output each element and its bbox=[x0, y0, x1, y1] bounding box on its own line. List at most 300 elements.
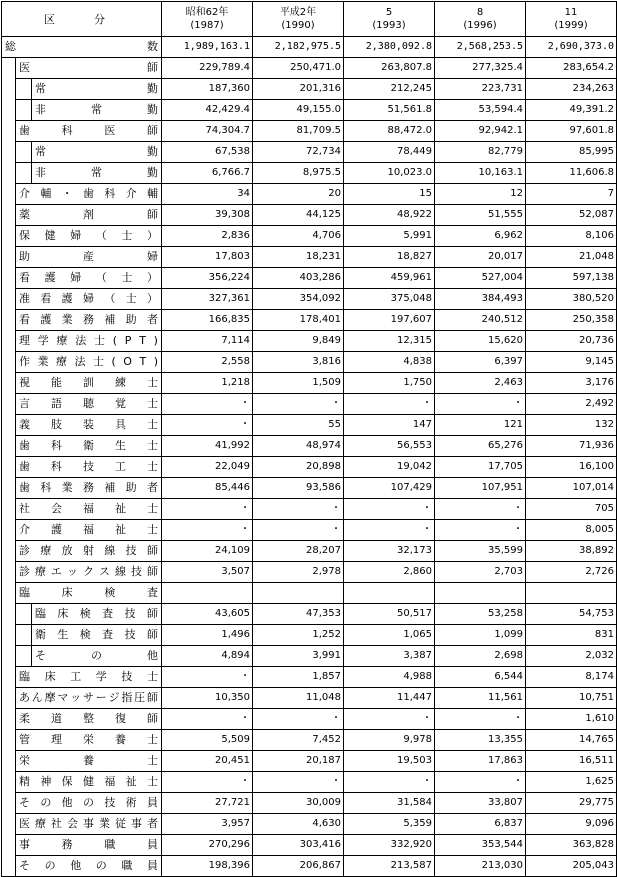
value-cell: 7 bbox=[526, 184, 617, 205]
indent-cell bbox=[2, 814, 16, 835]
indent-cell bbox=[2, 184, 16, 205]
value-cell: 93,586 bbox=[253, 478, 344, 499]
table-row bbox=[2, 58, 617, 79]
value-cell: 303,416 bbox=[253, 835, 344, 856]
value-cell: 6,544 bbox=[435, 667, 526, 688]
value-cell: 20,898 bbox=[253, 457, 344, 478]
row-label bbox=[16, 793, 162, 814]
table-row bbox=[2, 772, 617, 793]
value-cell: 67,538 bbox=[162, 142, 253, 163]
value-cell: 3,176 bbox=[526, 373, 617, 394]
table-row bbox=[2, 373, 617, 394]
table-row bbox=[2, 730, 617, 751]
value-cell: 54,753 bbox=[526, 604, 617, 625]
year-era-label: 5 bbox=[385, 7, 393, 18]
row-label bbox=[32, 79, 162, 100]
table-row bbox=[2, 268, 617, 289]
indent-cell bbox=[2, 352, 16, 373]
value-cell: 3,957 bbox=[162, 814, 253, 835]
table-row bbox=[2, 163, 617, 184]
category-header-label: 区 分 bbox=[44, 12, 119, 26]
value-cell: 34 bbox=[162, 184, 253, 205]
table-row bbox=[2, 562, 617, 583]
table-row bbox=[2, 436, 617, 457]
value-cell: 1,252 bbox=[253, 625, 344, 646]
value-cell: 18,231 bbox=[253, 247, 344, 268]
table-row bbox=[2, 247, 617, 268]
value-cell: 327,361 bbox=[162, 289, 253, 310]
category-header bbox=[2, 2, 162, 37]
value-cell bbox=[162, 583, 253, 604]
row-label-text: そ の 他 の 職 員 bbox=[19, 859, 158, 872]
row-label bbox=[16, 415, 162, 436]
value-cell: 20,736 bbox=[526, 331, 617, 352]
value-cell: ・ bbox=[162, 709, 253, 730]
value-cell: 4,838 bbox=[344, 352, 435, 373]
subindent-cell bbox=[16, 625, 32, 646]
value-cell: 14,765 bbox=[526, 730, 617, 751]
row-label bbox=[16, 709, 162, 730]
value-cell: 1,989,163.1 bbox=[162, 37, 253, 58]
value-cell: 72,734 bbox=[253, 142, 344, 163]
table-row bbox=[2, 520, 617, 541]
indent-cell bbox=[2, 499, 16, 520]
value-cell: 9,849 bbox=[253, 331, 344, 352]
staff-statistics-table bbox=[1, 1, 617, 877]
value-cell: 53,258 bbox=[435, 604, 526, 625]
row-label-text: 常 勤 bbox=[35, 145, 158, 158]
table-body bbox=[2, 37, 617, 877]
value-cell: 29,775 bbox=[526, 793, 617, 814]
value-cell: 20,187 bbox=[253, 751, 344, 772]
row-label bbox=[16, 520, 162, 541]
value-cell: 7,114 bbox=[162, 331, 253, 352]
value-cell: 1,218 bbox=[162, 373, 253, 394]
row-label bbox=[32, 646, 162, 667]
value-cell: ・ bbox=[344, 772, 435, 793]
value-cell: 28,207 bbox=[253, 541, 344, 562]
value-cell: 597,138 bbox=[526, 268, 617, 289]
value-cell: ・ bbox=[253, 520, 344, 541]
subindent-cell bbox=[16, 79, 32, 100]
table-row bbox=[2, 184, 617, 205]
indent-cell bbox=[2, 730, 16, 751]
value-cell: 24,109 bbox=[162, 541, 253, 562]
value-cell: ・ bbox=[435, 499, 526, 520]
indent-cell bbox=[2, 121, 16, 142]
value-cell: 88,472.0 bbox=[344, 121, 435, 142]
value-cell: 19,042 bbox=[344, 457, 435, 478]
row-label-text: そ の 他 bbox=[35, 649, 158, 662]
row-label-text: 事 務 職 員 bbox=[19, 838, 158, 851]
value-cell: 13,355 bbox=[435, 730, 526, 751]
row-label-text: 介 護 福 祉 士 bbox=[19, 523, 158, 536]
value-cell: 3,387 bbox=[344, 646, 435, 667]
value-cell: ・ bbox=[253, 499, 344, 520]
row-label-text: 理 学 療 法 士 ( P T ) bbox=[19, 334, 158, 347]
value-cell: 705 bbox=[526, 499, 617, 520]
value-cell: 30,009 bbox=[253, 793, 344, 814]
table-row bbox=[2, 100, 617, 121]
value-cell: 3,507 bbox=[162, 562, 253, 583]
indent-cell bbox=[2, 268, 16, 289]
row-label bbox=[16, 394, 162, 415]
value-cell: 11,606.8 bbox=[526, 163, 617, 184]
row-label-text: 非 常 勤 bbox=[35, 166, 158, 179]
row-label bbox=[16, 205, 162, 226]
value-cell: 277,325.4 bbox=[435, 58, 526, 79]
value-cell: 17,705 bbox=[435, 457, 526, 478]
value-cell: ・ bbox=[344, 394, 435, 415]
value-cell: 21,048 bbox=[526, 247, 617, 268]
value-cell: 8,975.5 bbox=[253, 163, 344, 184]
value-cell: 403,286 bbox=[253, 268, 344, 289]
value-cell: 48,974 bbox=[253, 436, 344, 457]
table-row bbox=[2, 667, 617, 688]
indent-cell bbox=[2, 520, 16, 541]
value-cell: ・ bbox=[162, 394, 253, 415]
value-cell: 5,359 bbox=[344, 814, 435, 835]
value-cell: 32,173 bbox=[344, 541, 435, 562]
table-row bbox=[2, 541, 617, 562]
row-label-text: 作 業 療 法 士 ( O T ) bbox=[19, 355, 158, 368]
row-label-text: 臨 床 工 学 技 士 bbox=[19, 670, 158, 683]
row-label-text: 管 理 栄 養 士 bbox=[19, 733, 158, 746]
value-cell: 213,030 bbox=[435, 856, 526, 877]
value-cell: ・ bbox=[162, 520, 253, 541]
value-cell: 1,625 bbox=[526, 772, 617, 793]
value-cell: 6,837 bbox=[435, 814, 526, 835]
indent-cell bbox=[2, 226, 16, 247]
row-label bbox=[16, 772, 162, 793]
row-label bbox=[16, 751, 162, 772]
year-header-1993 bbox=[344, 2, 435, 37]
value-cell: 166,835 bbox=[162, 310, 253, 331]
table-row bbox=[2, 835, 617, 856]
value-cell: ・ bbox=[253, 772, 344, 793]
value-cell: 10,751 bbox=[526, 688, 617, 709]
value-cell: 49,391.2 bbox=[526, 100, 617, 121]
row-label-text: 保 健 婦 （ 士 ） bbox=[19, 229, 158, 242]
value-cell: 2,836 bbox=[162, 226, 253, 247]
value-cell: 2,032 bbox=[526, 646, 617, 667]
value-cell: 65,276 bbox=[435, 436, 526, 457]
value-cell: 9,096 bbox=[526, 814, 617, 835]
value-cell: 212,245 bbox=[344, 79, 435, 100]
table-row bbox=[2, 499, 617, 520]
value-cell: 107,951 bbox=[435, 478, 526, 499]
value-cell: 82,779 bbox=[435, 142, 526, 163]
value-cell: 1,857 bbox=[253, 667, 344, 688]
value-cell: 52,087 bbox=[526, 205, 617, 226]
row-label-text: 医 師 bbox=[19, 61, 158, 74]
row-label bbox=[16, 457, 162, 478]
value-cell: 4,988 bbox=[344, 667, 435, 688]
row-label-text: 歯 科 業 務 補 助 者 bbox=[19, 481, 158, 494]
value-cell: ・ bbox=[344, 709, 435, 730]
value-cell bbox=[526, 583, 617, 604]
row-label-text: 歯 科 衛 生 士 bbox=[19, 439, 158, 452]
value-cell: 223,731 bbox=[435, 79, 526, 100]
row-label-text: 准 看 護 婦 （ 士 ） bbox=[19, 292, 158, 305]
value-cell: 527,004 bbox=[435, 268, 526, 289]
value-cell: 147 bbox=[344, 415, 435, 436]
value-cell: 2,703 bbox=[435, 562, 526, 583]
header-row bbox=[2, 2, 617, 37]
value-cell: ・ bbox=[435, 520, 526, 541]
value-cell: 206,867 bbox=[253, 856, 344, 877]
value-cell: ・ bbox=[162, 772, 253, 793]
row-label bbox=[16, 499, 162, 520]
value-cell: 8,106 bbox=[526, 226, 617, 247]
value-cell: 459,961 bbox=[344, 268, 435, 289]
row-label bbox=[32, 625, 162, 646]
value-cell: 375,048 bbox=[344, 289, 435, 310]
value-cell: 1,509 bbox=[253, 373, 344, 394]
value-cell: 19,503 bbox=[344, 751, 435, 772]
value-cell: 56,553 bbox=[344, 436, 435, 457]
value-cell: 35,599 bbox=[435, 541, 526, 562]
value-cell: 2,463 bbox=[435, 373, 526, 394]
row-label-text: 義 肢 装 具 士 bbox=[19, 418, 158, 431]
value-cell: 6,766.7 bbox=[162, 163, 253, 184]
value-cell: 10,163.1 bbox=[435, 163, 526, 184]
value-cell: 2,978 bbox=[253, 562, 344, 583]
row-label bbox=[32, 163, 162, 184]
value-cell: 15 bbox=[344, 184, 435, 205]
indent-cell bbox=[2, 100, 16, 121]
value-cell: 198,396 bbox=[162, 856, 253, 877]
value-cell: 50,517 bbox=[344, 604, 435, 625]
value-cell: 9,145 bbox=[526, 352, 617, 373]
value-cell: 6,397 bbox=[435, 352, 526, 373]
value-cell: 92,942.1 bbox=[435, 121, 526, 142]
table-row bbox=[2, 226, 617, 247]
row-label bbox=[16, 583, 162, 604]
value-cell: 85,446 bbox=[162, 478, 253, 499]
row-label-text: 医 療 社 会 事 業 従 事 者 bbox=[19, 817, 158, 830]
year-header-1996 bbox=[435, 2, 526, 37]
table-row bbox=[2, 415, 617, 436]
value-cell: 16,511 bbox=[526, 751, 617, 772]
row-label bbox=[16, 814, 162, 835]
table-row bbox=[2, 688, 617, 709]
table-row bbox=[2, 856, 617, 877]
indent-cell bbox=[2, 604, 16, 625]
value-cell: 53,594.4 bbox=[435, 100, 526, 121]
value-cell: ・ bbox=[162, 667, 253, 688]
indent-cell bbox=[2, 856, 16, 877]
value-cell: 250,358 bbox=[526, 310, 617, 331]
row-label bbox=[16, 226, 162, 247]
value-cell: 5,991 bbox=[344, 226, 435, 247]
value-cell: 2,690,373.0 bbox=[526, 37, 617, 58]
row-label bbox=[16, 436, 162, 457]
row-label-text: あ ん 摩 マ ッ サ ー ジ 指 圧 師 bbox=[19, 691, 158, 704]
row-label bbox=[16, 730, 162, 751]
value-cell: 2,182,975.5 bbox=[253, 37, 344, 58]
row-label bbox=[16, 268, 162, 289]
value-cell: 2,698 bbox=[435, 646, 526, 667]
value-cell: 8,174 bbox=[526, 667, 617, 688]
row-label bbox=[16, 331, 162, 352]
value-cell: 7,452 bbox=[253, 730, 344, 751]
year-era-label: 平成2年 bbox=[279, 7, 317, 18]
table-row bbox=[2, 604, 617, 625]
row-label-text: 臨 床 検 査 bbox=[19, 586, 158, 599]
indent-cell bbox=[2, 79, 16, 100]
value-cell: ・ bbox=[162, 415, 253, 436]
indent-cell bbox=[2, 772, 16, 793]
value-cell bbox=[253, 583, 344, 604]
year-header-1990 bbox=[253, 2, 344, 37]
indent-cell bbox=[2, 835, 16, 856]
value-cell: 81,709.5 bbox=[253, 121, 344, 142]
value-cell: 11,447 bbox=[344, 688, 435, 709]
value-cell: 107,014 bbox=[526, 478, 617, 499]
indent-cell bbox=[2, 436, 16, 457]
value-cell: 4,894 bbox=[162, 646, 253, 667]
value-cell: 17,803 bbox=[162, 247, 253, 268]
value-cell: 2,860 bbox=[344, 562, 435, 583]
subindent-cell bbox=[16, 163, 32, 184]
value-cell: ・ bbox=[435, 394, 526, 415]
value-cell: 97,601.8 bbox=[526, 121, 617, 142]
indent-cell bbox=[2, 142, 16, 163]
row-label bbox=[16, 121, 162, 142]
indent-cell bbox=[2, 751, 16, 772]
row-label bbox=[16, 562, 162, 583]
indent-cell bbox=[2, 583, 16, 604]
value-cell: 240,512 bbox=[435, 310, 526, 331]
row-label bbox=[16, 688, 162, 709]
indent-cell bbox=[2, 310, 16, 331]
row-label-text: 臨 床 検 査 技 師 bbox=[35, 607, 158, 620]
row-label-text: 社 会 福 祉 士 bbox=[19, 502, 158, 515]
value-cell: 1,750 bbox=[344, 373, 435, 394]
value-cell: 42,429.4 bbox=[162, 100, 253, 121]
value-cell: 3,991 bbox=[253, 646, 344, 667]
value-cell: 2,380,092.8 bbox=[344, 37, 435, 58]
row-label bbox=[16, 352, 162, 373]
row-label bbox=[16, 541, 162, 562]
value-cell: 2,558 bbox=[162, 352, 253, 373]
value-cell: 74,304.7 bbox=[162, 121, 253, 142]
row-label bbox=[32, 142, 162, 163]
row-label-text: 看 護 婦 （ 士 ） bbox=[19, 271, 158, 284]
value-cell bbox=[344, 583, 435, 604]
indent-cell bbox=[2, 478, 16, 499]
row-label-text: 診 療 放 射 線 技 師 bbox=[19, 544, 158, 557]
row-label-text: 言 語 聴 覚 士 bbox=[19, 397, 158, 410]
value-cell: 5,509 bbox=[162, 730, 253, 751]
table-row bbox=[2, 625, 617, 646]
value-cell: 4,630 bbox=[253, 814, 344, 835]
year-ad-label: (1993) bbox=[372, 20, 406, 31]
value-cell: 1,610 bbox=[526, 709, 617, 730]
row-label-text: 介 輔 ・ 歯 科 介 輔 bbox=[19, 187, 158, 200]
value-cell: ・ bbox=[162, 499, 253, 520]
table-row bbox=[2, 583, 617, 604]
value-cell: ・ bbox=[344, 520, 435, 541]
value-cell: 10,023.0 bbox=[344, 163, 435, 184]
indent-cell bbox=[2, 541, 16, 562]
value-cell: 6,962 bbox=[435, 226, 526, 247]
value-cell: 11,048 bbox=[253, 688, 344, 709]
subindent-cell bbox=[16, 604, 32, 625]
value-cell: 2,726 bbox=[526, 562, 617, 583]
row-label bbox=[16, 667, 162, 688]
value-cell: 283,654.2 bbox=[526, 58, 617, 79]
value-cell: 15,620 bbox=[435, 331, 526, 352]
value-cell: 43,605 bbox=[162, 604, 253, 625]
value-cell: 250,471.0 bbox=[253, 58, 344, 79]
table-row bbox=[2, 79, 617, 100]
value-cell: ・ bbox=[253, 709, 344, 730]
value-cell: 1,496 bbox=[162, 625, 253, 646]
value-cell: 354,092 bbox=[253, 289, 344, 310]
row-label-text: 歯 科 技 工 士 bbox=[19, 460, 158, 473]
value-cell: 107,429 bbox=[344, 478, 435, 499]
value-cell: 384,493 bbox=[435, 289, 526, 310]
value-cell: 17,863 bbox=[435, 751, 526, 772]
value-cell: 363,828 bbox=[526, 835, 617, 856]
value-cell: ・ bbox=[253, 394, 344, 415]
row-label bbox=[16, 373, 162, 394]
value-cell: 85,995 bbox=[526, 142, 617, 163]
row-label-text: そ の 他 の 技 術 員 bbox=[19, 796, 158, 809]
value-cell: 49,155.0 bbox=[253, 100, 344, 121]
indent-cell bbox=[2, 394, 16, 415]
value-cell: 12,315 bbox=[344, 331, 435, 352]
value-cell: ・ bbox=[435, 709, 526, 730]
row-label bbox=[16, 184, 162, 205]
subindent-cell bbox=[16, 646, 32, 667]
value-cell: 270,296 bbox=[162, 835, 253, 856]
value-cell: 356,224 bbox=[162, 268, 253, 289]
value-cell: 132 bbox=[526, 415, 617, 436]
value-cell: 31,584 bbox=[344, 793, 435, 814]
table-row bbox=[2, 793, 617, 814]
row-label-text: 看 護 業 務 補 助 者 bbox=[19, 313, 158, 326]
table-row bbox=[2, 814, 617, 835]
value-cell: 39,308 bbox=[162, 205, 253, 226]
indent-cell bbox=[2, 709, 16, 730]
value-cell: 71,936 bbox=[526, 436, 617, 457]
year-ad-label: (1999) bbox=[554, 20, 588, 31]
table-row bbox=[2, 289, 617, 310]
table-row bbox=[2, 310, 617, 331]
value-cell: 10,350 bbox=[162, 688, 253, 709]
indent-cell bbox=[2, 667, 16, 688]
table-row bbox=[2, 457, 617, 478]
value-cell: 178,401 bbox=[253, 310, 344, 331]
row-label-text: 衛 生 検 査 技 師 bbox=[35, 628, 158, 641]
value-cell: 78,449 bbox=[344, 142, 435, 163]
row-label-text: 非 常 勤 bbox=[35, 103, 158, 116]
value-cell: 1,065 bbox=[344, 625, 435, 646]
value-cell: 55 bbox=[253, 415, 344, 436]
value-cell: ・ bbox=[435, 772, 526, 793]
value-cell: 197,607 bbox=[344, 310, 435, 331]
table-row bbox=[2, 352, 617, 373]
indent-cell bbox=[2, 625, 16, 646]
value-cell: 353,544 bbox=[435, 835, 526, 856]
value-cell: 380,520 bbox=[526, 289, 617, 310]
value-cell: 201,316 bbox=[253, 79, 344, 100]
year-header-1999 bbox=[526, 2, 617, 37]
indent-cell bbox=[2, 688, 16, 709]
